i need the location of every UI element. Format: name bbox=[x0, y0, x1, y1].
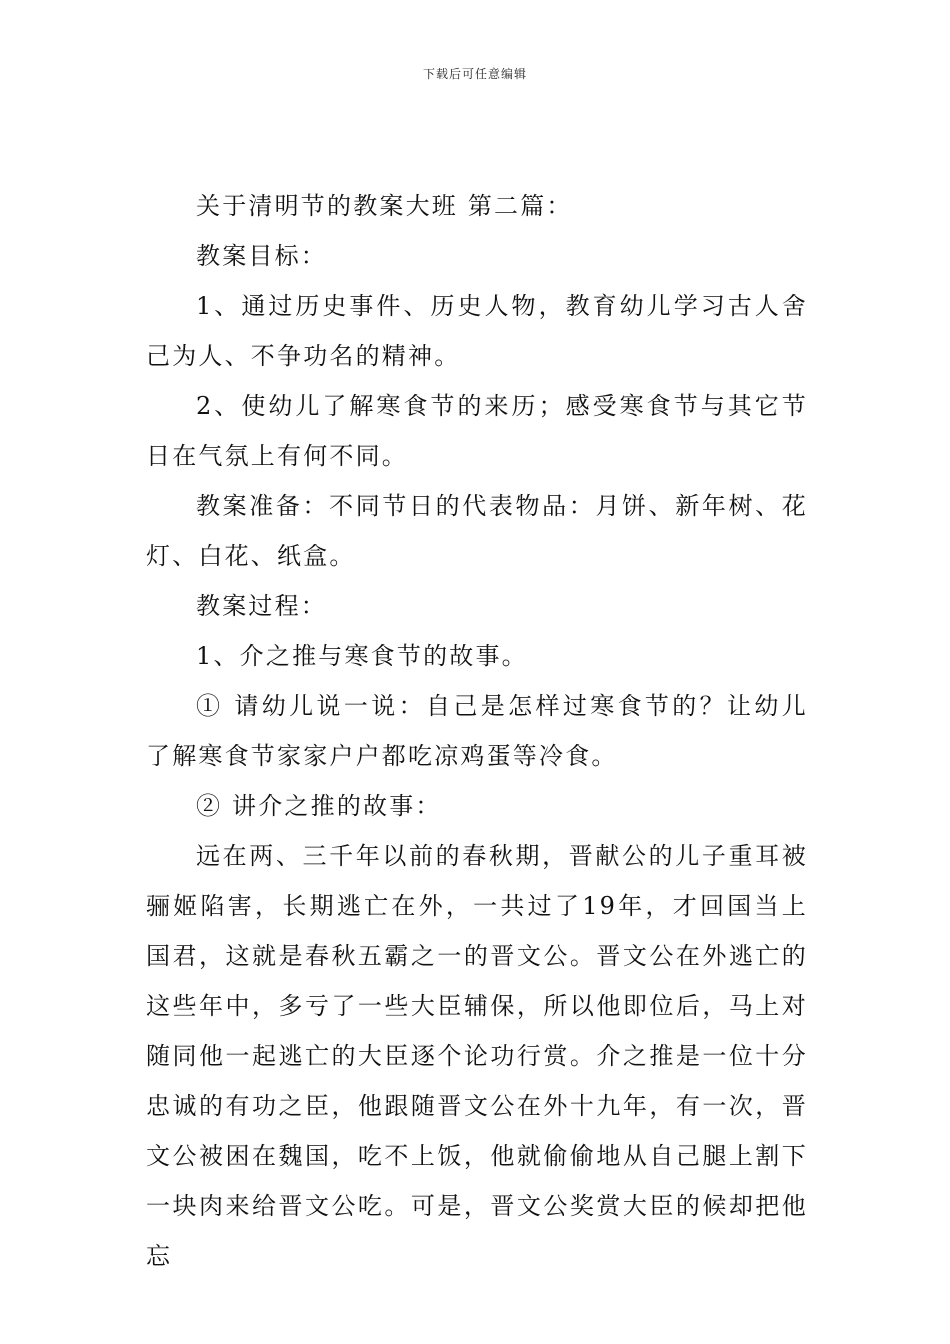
section-heading-process: 教案过程： bbox=[196, 592, 327, 620]
document-title: 关于清明节的教案大班 第二篇： bbox=[196, 192, 573, 220]
document-body bbox=[146, 181, 808, 1281]
objective-item-2: 2、使幼儿了解寒食节的来历；感受寒食节与其它节日在气氛上有何不同。 bbox=[146, 392, 808, 470]
section-heading-objectives: 教案目标： bbox=[196, 242, 327, 270]
process-substep-2: ② 讲介之推的故事： bbox=[196, 792, 442, 820]
page-header: 下载后可任意编辑 bbox=[422, 67, 527, 81]
process-substep-1: ① 请幼儿说一说：自己是怎样过寒食节的？让幼儿了解寒食节家家户户都吃凉鸡蛋等冷食。 bbox=[146, 692, 808, 770]
preparation-paragraph: 教案准备：不同节日的代表物品：月饼、新年树、花灯、白花、纸盒。 bbox=[146, 492, 808, 570]
objective-item-1: 1、通过历史事件、历史人物，教育幼儿学习古人舍己为人、不争功名的精神。 bbox=[146, 292, 808, 370]
process-step-1: 1、介之推与寒食节的故事。 bbox=[196, 642, 528, 670]
story-paragraph: 远在两、三千年以前的春秋期，晋献公的儿子重耳被骊姬陷害，长期逃亡在外，一共过了19年，才回国当上国君，这就是春秋五霸之一的晋文公。晋文公在外逃亡的这些年中，多亏了一些大臣辅保，所以他即位后，马上对随同他一起逃亡的大臣逐个论功行赏。介之推是一位十分忠诚的有功之臣，他跟随晋文公在外十九年，有一次，晋文公被困在魏国，吃不上饭，他就偷偷地从自己腿上割下一块肉来给晋文公吃。可是，晋文公奖赏大臣的候却把他忘 bbox=[146, 842, 808, 1270]
